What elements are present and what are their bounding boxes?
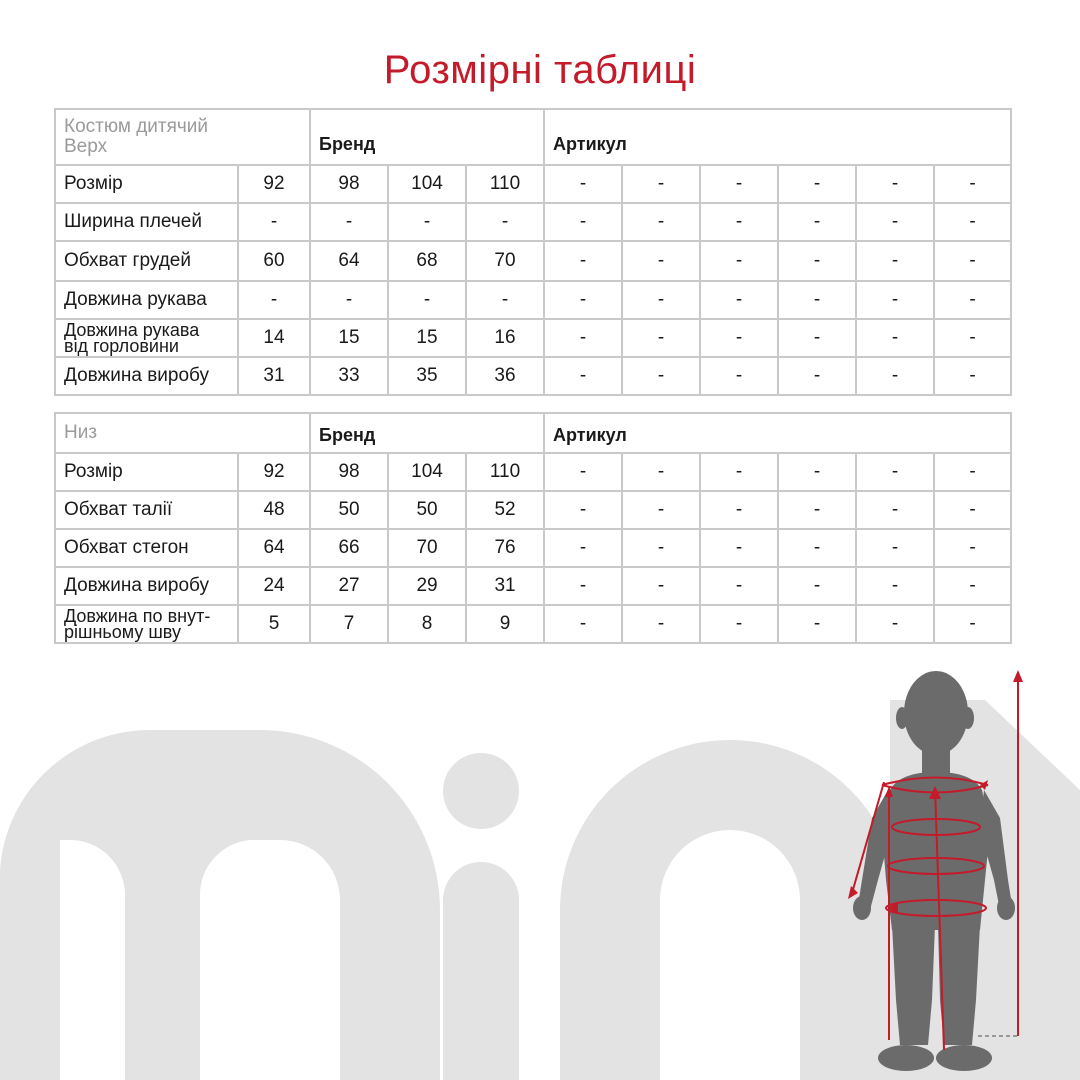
- table-cell: -: [778, 319, 856, 357]
- table-cell: 98: [310, 165, 388, 203]
- table-cell: -: [856, 281, 934, 319]
- table-cell: -: [544, 241, 622, 281]
- table-cell: -: [934, 491, 1011, 529]
- row-label: Довжина виробу: [55, 357, 238, 395]
- table-cell: -: [856, 567, 934, 605]
- article-header: Артикул: [544, 413, 1011, 453]
- table-cell: -: [622, 453, 700, 491]
- table-cell: -: [700, 281, 778, 319]
- table-cell: 70: [388, 529, 466, 567]
- table-cell: 14: [238, 319, 310, 357]
- table-cell: 76: [466, 529, 544, 567]
- table-cell: -: [622, 319, 700, 357]
- table-cell: 15: [388, 319, 466, 357]
- table-cell: 66: [310, 529, 388, 567]
- table-cell: -: [544, 605, 622, 643]
- table-cell: 9: [466, 605, 544, 643]
- table-cell: -: [934, 567, 1011, 605]
- section-title: Низ: [55, 413, 310, 453]
- table-cell: 68: [388, 241, 466, 281]
- table-cell: -: [466, 203, 544, 241]
- table-cell: -: [778, 453, 856, 491]
- table-cell: -: [310, 281, 388, 319]
- table-cell: -: [622, 491, 700, 529]
- table-cell: -: [388, 203, 466, 241]
- table-cell: 16: [466, 319, 544, 357]
- table-cell: 92: [238, 165, 310, 203]
- table-cell: -: [778, 357, 856, 395]
- table-cell: -: [466, 281, 544, 319]
- table-cell: 48: [238, 491, 310, 529]
- table-cell: 31: [238, 357, 310, 395]
- table-cell: 104: [388, 453, 466, 491]
- table-cell: -: [544, 203, 622, 241]
- row-label: Ширина плечей: [55, 203, 238, 241]
- table-cell: -: [934, 241, 1011, 281]
- table-cell: -: [856, 605, 934, 643]
- table-cell: 104: [388, 165, 466, 203]
- table-cell: -: [934, 453, 1011, 491]
- table-cell: -: [934, 203, 1011, 241]
- table-cell: -: [778, 165, 856, 203]
- table-cell: -: [700, 165, 778, 203]
- table-cell: 35: [388, 357, 466, 395]
- table-cell: 15: [310, 319, 388, 357]
- table-cell: -: [778, 605, 856, 643]
- table-cell: -: [622, 281, 700, 319]
- table-cell: 5: [238, 605, 310, 643]
- table-cell: 36: [466, 357, 544, 395]
- table-cell: 60: [238, 241, 310, 281]
- table-cell: 29: [388, 567, 466, 605]
- row-label: Довжина виробу: [55, 567, 238, 605]
- table-cell: 110: [466, 453, 544, 491]
- table-cell: -: [544, 491, 622, 529]
- table-cell: -: [778, 491, 856, 529]
- table-cell: -: [544, 319, 622, 357]
- table-cell: -: [778, 241, 856, 281]
- table-cell: 52: [466, 491, 544, 529]
- table-cell: -: [700, 453, 778, 491]
- table-cell: -: [856, 203, 934, 241]
- table-cell: -: [856, 357, 934, 395]
- table-cell: -: [934, 319, 1011, 357]
- row-label: Обхват талії: [55, 491, 238, 529]
- table-cell: -: [622, 165, 700, 203]
- table-cell: -: [544, 529, 622, 567]
- table-cell: -: [622, 567, 700, 605]
- table-cell: -: [622, 605, 700, 643]
- table-cell: -: [700, 529, 778, 567]
- table-cell: -: [238, 203, 310, 241]
- table-cell: -: [700, 241, 778, 281]
- table-cell: 27: [310, 567, 388, 605]
- row-label: Довжина по внут- рішньому шву: [55, 605, 238, 643]
- brand-header: Бренд: [310, 109, 544, 165]
- table-cell: -: [388, 281, 466, 319]
- table-cell: 92: [238, 453, 310, 491]
- table-cell: 24: [238, 567, 310, 605]
- table-cell: -: [934, 529, 1011, 567]
- table-cell: -: [856, 319, 934, 357]
- table-cell: 64: [310, 241, 388, 281]
- table-cell: -: [544, 357, 622, 395]
- table-cell: 7: [310, 605, 388, 643]
- table-cell: -: [544, 281, 622, 319]
- table-cell: -: [700, 319, 778, 357]
- row-label: Розмір: [55, 165, 238, 203]
- row-label: Довжина рукава: [55, 281, 238, 319]
- article-header: Артикул: [544, 109, 1011, 165]
- table-cell: 50: [388, 491, 466, 529]
- table-cell: 31: [466, 567, 544, 605]
- table-cell: -: [544, 453, 622, 491]
- table-cell: -: [238, 281, 310, 319]
- table-cell: -: [856, 241, 934, 281]
- section-title: Костюм дитячий Верх: [55, 109, 310, 165]
- table-cell: 33: [310, 357, 388, 395]
- table-cell: -: [700, 203, 778, 241]
- table-cell: -: [856, 453, 934, 491]
- table-cell: 70: [466, 241, 544, 281]
- table-cell: 8: [388, 605, 466, 643]
- table-cell: -: [934, 605, 1011, 643]
- table-cell: -: [544, 165, 622, 203]
- page-title: Розмірні таблиці: [383, 48, 697, 92]
- row-label: Обхват грудей: [55, 241, 238, 281]
- table-cell: -: [778, 281, 856, 319]
- table-cell: -: [856, 165, 934, 203]
- table-cell: 50: [310, 491, 388, 529]
- row-label: Розмір: [55, 453, 238, 491]
- row-label: Довжина рукава від горловини: [55, 319, 238, 357]
- table-cell: -: [622, 241, 700, 281]
- table-cell: -: [310, 203, 388, 241]
- table-cell: 110: [466, 165, 544, 203]
- table-cell: -: [934, 281, 1011, 319]
- table-cell: -: [934, 165, 1011, 203]
- row-label: Обхват стегон: [55, 529, 238, 567]
- table-cell: -: [856, 491, 934, 529]
- table-cell: -: [622, 529, 700, 567]
- table-cell: -: [778, 203, 856, 241]
- table-cell: -: [778, 567, 856, 605]
- table-cell: -: [622, 357, 700, 395]
- table-cell: -: [856, 529, 934, 567]
- table-cell: -: [622, 203, 700, 241]
- table-cell: -: [700, 491, 778, 529]
- table-cell: -: [700, 605, 778, 643]
- table-cell: -: [700, 357, 778, 395]
- table-cell: -: [700, 567, 778, 605]
- table-cell: 98: [310, 453, 388, 491]
- table-cell: -: [934, 357, 1011, 395]
- table-cell: 64: [238, 529, 310, 567]
- table-cell: -: [778, 529, 856, 567]
- brand-header: Бренд: [310, 413, 544, 453]
- table-cell: -: [544, 567, 622, 605]
